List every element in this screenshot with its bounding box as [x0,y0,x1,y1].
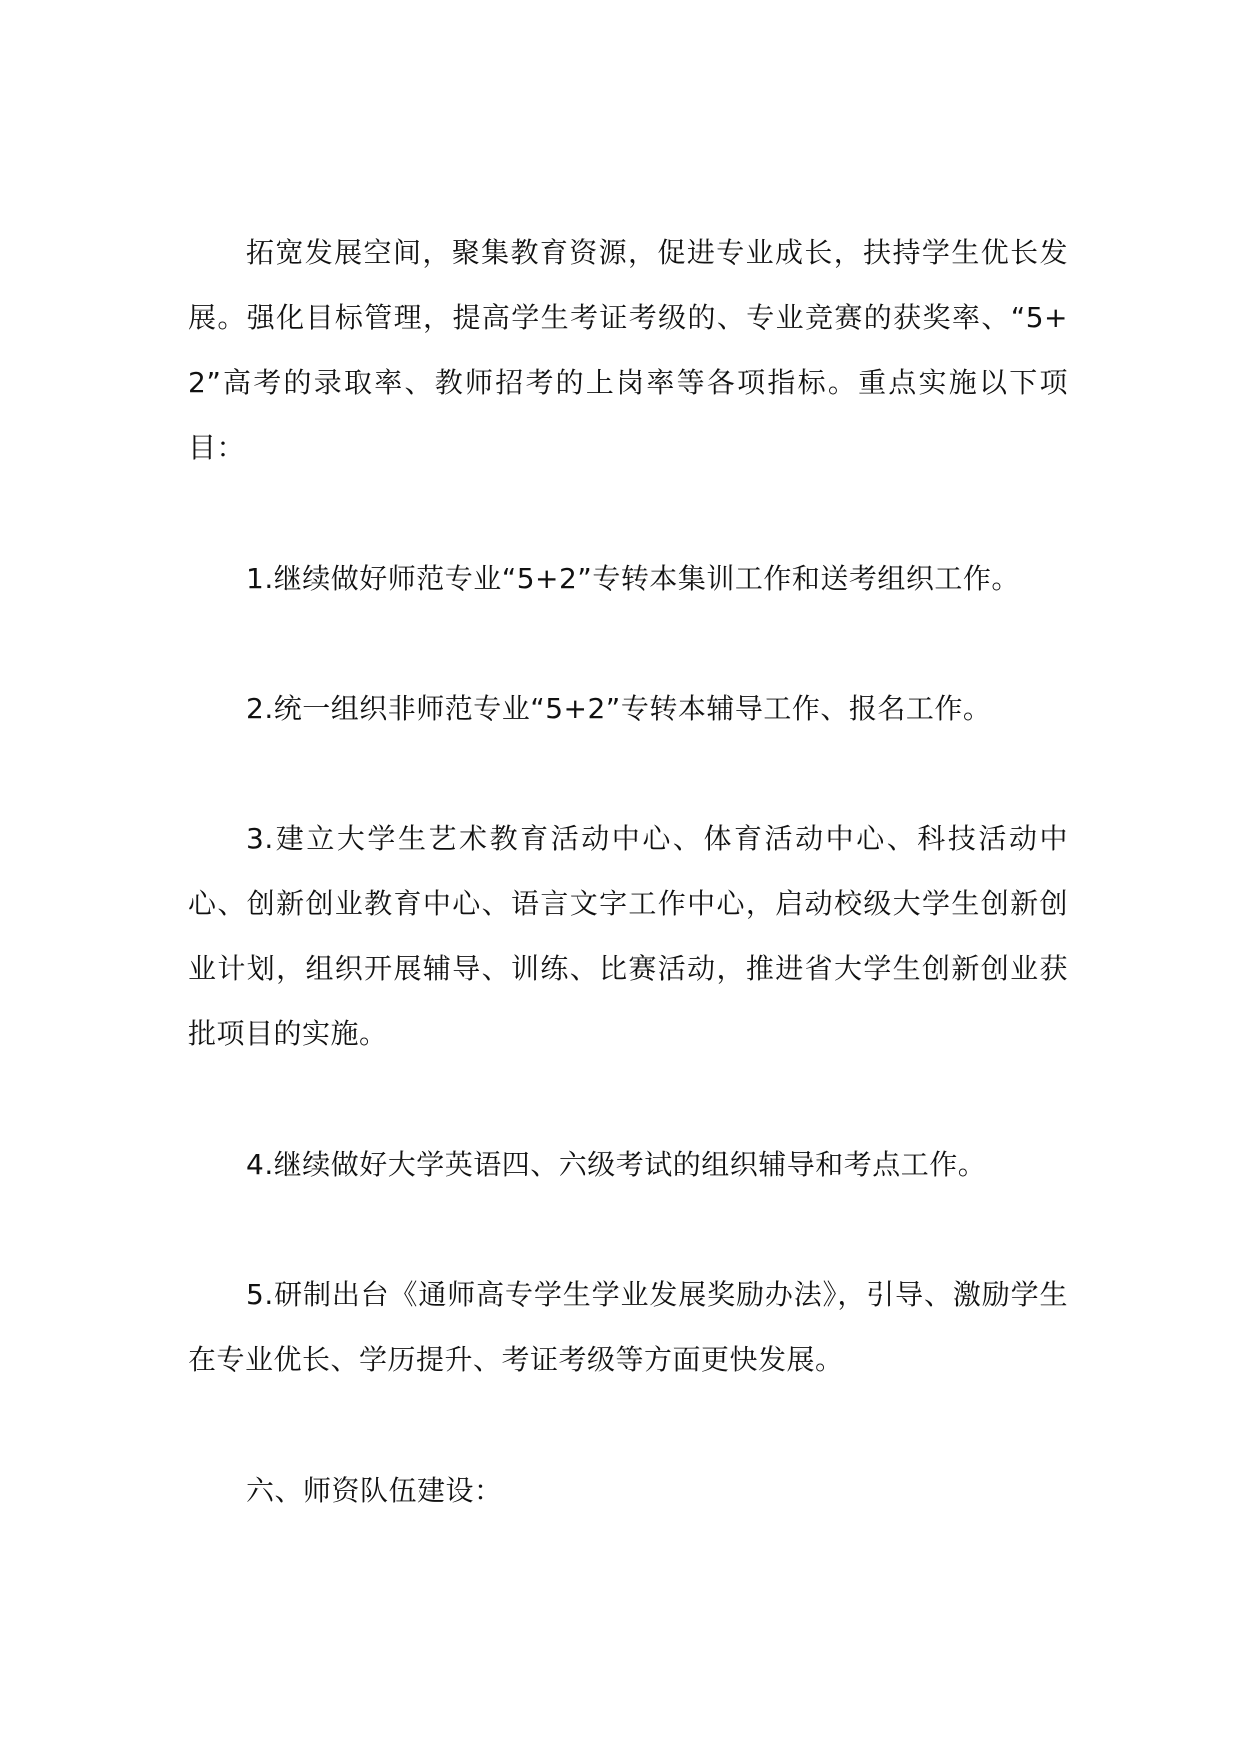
paragraph-item-2: 2.统一组织非师范专业“5+2”专转本辅导工作、报名工作。 [246,692,992,725]
paragraph-item-5: 5.研制出台《通师高专学生学业发展奖励办法》，引导、激励学生在专业优长、学历提升、考证考级等方面更快发展。 [188,1278,1068,1376]
section-heading-faculty: 六、师资队伍建设： [246,1474,503,1507]
paragraph-item-4: 4.继续做好大学英语四、六级考试的组织辅导和考点工作。 [246,1148,987,1181]
paragraph-development-space: 拓宽发展空间，聚集教育资源，促进专业成长，扶持学生优长发展。强化目标管理，提高学生考证考级的、专业竞赛的获奖率、“5+2”高考的录取率、教师招考的上岗率等各项指标。重点实施以下项目： [188,236,1068,464]
paragraph-item-3: 3.建立大学生艺术教育活动中心、体育活动中心、科技活动中心、创新创业教育中心、语言文字工作中心，启动校级大学生创新创业计划，组织开展辅导、训练、比赛活动，推进省大学生创新创业获批项目的实施。 [188,822,1068,1050]
paragraph-item-1: 1.继续做好师范专业“5+2”专转本集训工作和送考组织工作。 [246,562,1020,595]
